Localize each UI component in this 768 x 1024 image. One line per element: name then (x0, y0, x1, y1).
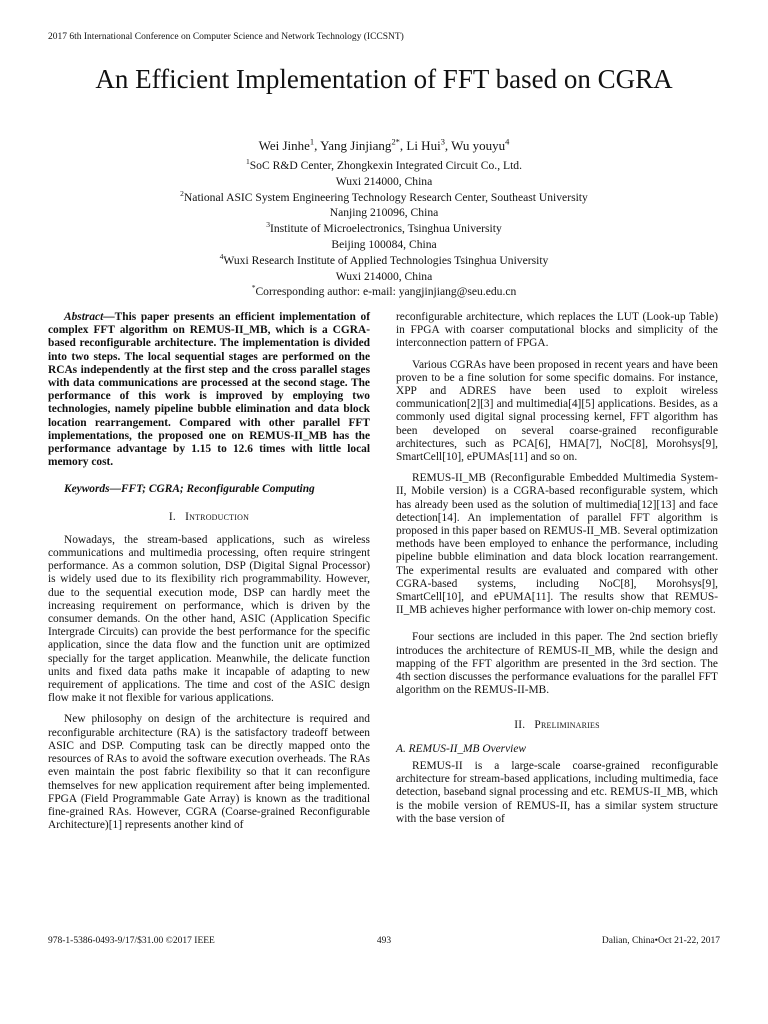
author-name: Yang Jinjiang (320, 138, 392, 153)
keywords: Keywords—FFT; CGRA; Reconfigurable Computing (64, 483, 315, 496)
affiliations (0, 158, 768, 300)
paragraph: REMUS-II_MB (Reconfigurable Embedded Multimedia System-II, Mobile version) is a CGRA-based reconfigurable system, which has already been used as the solution of multimedia[12][13] and face detection[14]. An implementation of parallel FFT algorithm is proposed in this paper based on REMUS-II_MB. Several optimization methods have been employed to enhance the performance, including pipeline bubble elimination and data block location rearrangement. The experimental results are evaluated and compared with other CGRA-based systems, including NoC[8], Morohsys[9], SmartCell[10], and ePUMA[11]. The results show that REMUS-II_MB achieves higher performance with lower on-chip memory cost. (396, 472, 718, 617)
section-heading-introduction: I. Introduction (168, 510, 250, 523)
footer-location-date: Dalian, China•Oct 21-22, 2017 (601, 936, 720, 946)
subsection-heading: A. REMUS-II_MB Overview (396, 742, 526, 755)
author-superscript: 4 (505, 136, 510, 147)
footer-isbn: 978-1-5386-0493-9/17/$31.00 ©2017 IEEE (48, 936, 215, 946)
abstract-label: Abstract (64, 311, 104, 323)
affiliation-line: Beijing 100084, China (331, 237, 437, 251)
paragraph: Four sections are included in this paper. The 2nd section briefly introduces the architecture of REMUS-II_MB, while the design and mapping of the FFT algorithm are presented in the 3rd section. The 4th section discusses the performance evaluations for the parallel FFT algorithm on the REMUS-II-MB. (396, 631, 718, 697)
author-line: Wei Jinhe$^1$, Yang Jinjiang$^{2*}$, Li Hui$^3$, Wu youyu$^4$ (258, 136, 510, 153)
author-superscript: 1 (309, 136, 315, 147)
footer-page-number: 493 (376, 936, 392, 946)
paragraph: reconfigurable architecture, which replaces the LUT (Look-up Table) in FPGA with coarser computational blocks and simplicity of the interconnection pattern of FPGA. (396, 311, 718, 350)
left-column (48, 311, 370, 832)
author-superscript: 2* (391, 136, 400, 147)
section-heading-preliminaries: II. Preliminaries (514, 719, 600, 732)
paragraph: REMUS-II is a large-scale coarse-grained reconfigurable architecture for stream-based applications, including multimedia, face detection, baseband signal processing and etc. REMUS-II_MB, which is the mobile version of REMUS-II, has a similar system structure with the base version of (396, 759, 718, 825)
affiliation-line: $^1$SoC R&D Center, Zhongkexin Integrated Circuit Co., Ltd. (245, 157, 523, 172)
affiliation-line: $^4$Wuxi Research Institute of Applied Technologies Tsinghua University (219, 251, 549, 267)
affiliation-line: $^3$Institute of Microelectronics, Tsinghua University (266, 220, 502, 236)
author-name: Li Hui (406, 138, 441, 153)
abstract (48, 311, 370, 469)
paragraph: Various CGRAs have been proposed in recent years and have been proven to be a fine solution for some specific domains. For instance, XPP and ADRES have been used to exploit wireless communication[2][3] and multimedia[4][5] applications. Besides, as a commonly used digital signal processing kernel, FFT algorithm has been developed on several coarse-grained reconfigurable architectures, such as PCA[6], HMA[7], NoC[8], Morohsys[9], SmartCell[10], ePUMAs[11] and so on. (396, 358, 718, 464)
paper-title: An Efficient Implementation of FFT based on CGRA (95, 64, 673, 94)
conference-header: 2017 6th International Conference on Computer Science and Network Technology (ICCSNT) (48, 32, 404, 42)
paragraph: Nowadays, the stream-based applications, such as wireless communications and multimedia processing, often require stringent performance. As a common solution, DSP (Digital Signal Processor) is widely used due to its flexibility rich programmability. However, due to the sequential execution mode, DSP can hardly meet the increasing requirement on performance, which is driven by the consumer demands. On the other hand, ASIC (Application Specific Intergrade Circuits) can provide the best performance for the specific application, since the data flow and the function unit are optimized specially for the target application. Meanwhile, the delicate function units and fixed data paths make it incapable of adapting to new requirement of applications. The time and cost of the ASIC design flow make it not flexible for various applications. (48, 533, 370, 705)
paragraph: New philosophy on design of the architecture is required and reconfigurable architecture (RA) is the satisfactory tradeoff between ASIC and DSP. Computing task can be directly mapped onto the resources of RAs to avoid the software execution overheads. The RAs even maintain the post fabric flexibility so that it can reconfigure themselves for new application requirement after being implemented. FPGA (Field Programmable Gate Array) is known as the traditional fine-grained RAs. However, CGRA (Coarse-grained Reconfigurable Architecture)[1] represents another kind of (48, 713, 370, 832)
author-name: Wu youyu (451, 138, 506, 153)
corresponding-author: *Corresponding author: e-mail: yangjinjiang@seu.edu.cn (251, 283, 517, 299)
author-superscript: 3 (440, 136, 445, 147)
affiliation-line: Wuxi 214000, China (335, 269, 433, 283)
affiliation-line: $^2$National ASIC System Engineering Technology Research Center, Southeast University (180, 188, 588, 204)
abstract-text: —This paper presents an efficient implementation of complex FFT algorithm on REMUS-II_MB, which is a CGRA-based reconfigurable architecture. The implementation is divided into two steps. The local sequential stages are performed on the RCAs independently at the first step and the cross parallel stages with data communications are processed at the second stage. The performance of this work is improved by employing two technologies, namely pipeline bubble elimination and data block location rearrangement. Compared with other parallel FFT implementations, the proposed one on REMUS-II_MB has the performance advantage by 1.15 to 12.6 times with little local memory cost. (48, 311, 370, 469)
right-column (396, 311, 718, 826)
affiliation-line: Nanjing 210096, China (329, 206, 439, 220)
author-name: Wei Jinhe (258, 138, 310, 153)
affiliation-line: Wuxi 214000, China (335, 174, 433, 188)
